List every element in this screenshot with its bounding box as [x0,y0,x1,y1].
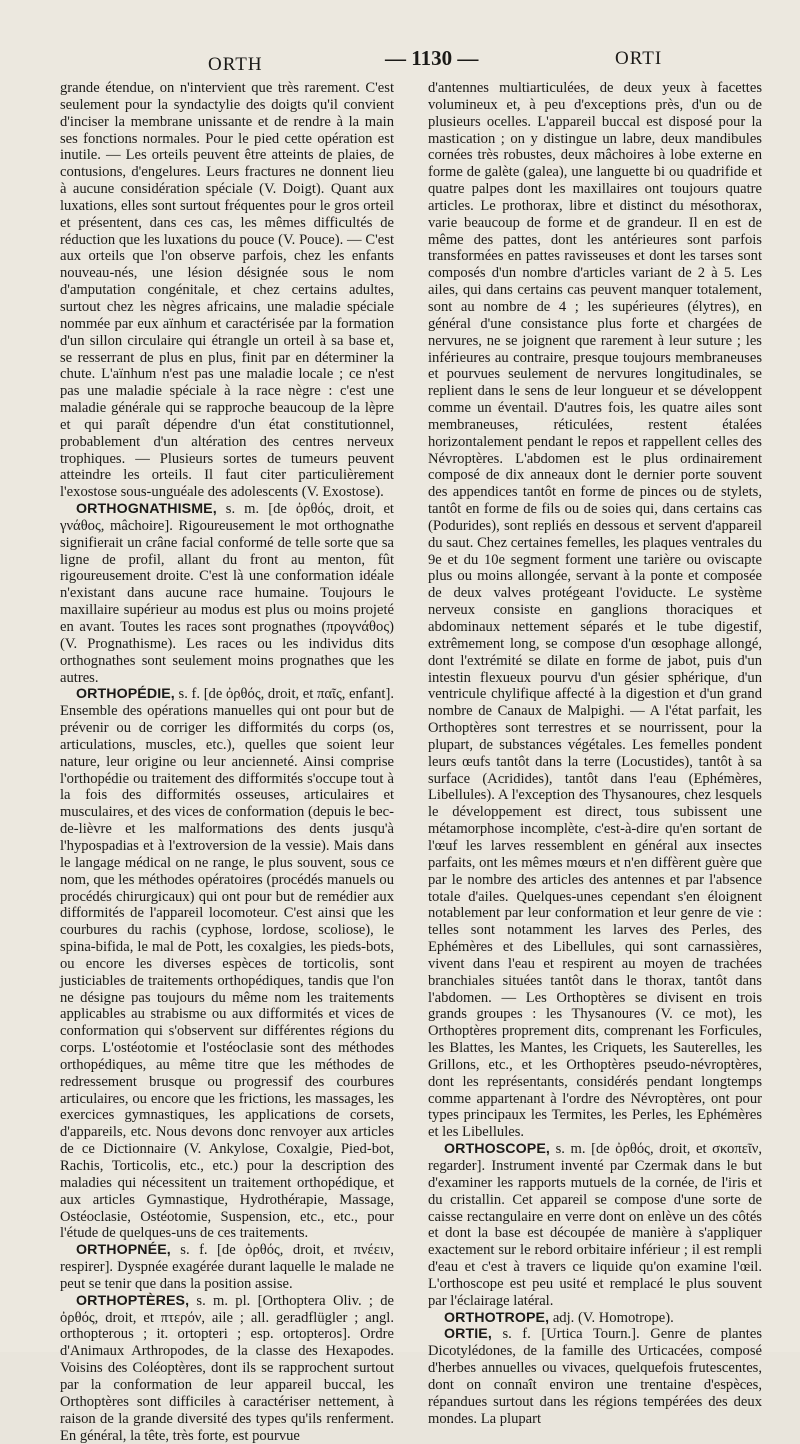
definition-orthoscope: s. m. [de ὀρθός, droit, et σκοπεῖν, regarder]. Instrument inventé par Czermak dans le but d'examiner les rapports mutuels de la cornée, de l'iris et du cristallin. Cet appareil se compose d'une sorte de caisse rectangulaire en verre dont on enlève un des côtés et dont la base est découpée de manière à s'appliquer exactement sur le rebord orbitaire inférieur ; il est rempli d'eau et c'est à travers ce liquide qu'on examine l'œil. L'orthoscope est peu usité et remplacé le plus souvent par l'éclairage latéral. [428,1141,762,1309]
headword-orthognathisme: ORTHOGNATHISME, [76,501,217,518]
headword-ortie: ORTIE, [444,1326,492,1343]
header-left-guideword: ORTH [208,54,263,75]
page-number: — 1130 — [385,46,479,70]
entry-orthopteres [60,1293,394,1444]
headword-orthopedie: ORTHOPÉDIE, [76,686,175,703]
page-header [60,42,760,75]
header-right-guideword: ORTI [615,48,663,69]
orthopteres-continuation: d'antennes multiarticulées, de deux yeux à facettes volumineux et, à peu d'exceptions près, d'un ou de plusieurs ocelles. L'appareil buccal est disposé pour la mastication ; on y distingue un labre, deux mandibules cornées très robustes, deux mâchoires à lobe externe en forme de galète (galea), une languette bi ou quadrifide et quatre palpes dont les maxillaires ont toujours quatre articles. Le prothorax, libre et distinct du mésothorax, varie beaucoup de forme et de grandeur. Il en est de même des pattes, dont les antérieures sont parfois transformées en pattes ravisseuses et dont les tarses sont composés d'un nombre d'articles variant de 2 à 5. Les ailes, qui dans certains cas peuvent manquer totalement, sont au nombre de 4 ; les supérieures (élytres), en général d'une consistance plus forte et chargées de nervures, ne se joignent que rarement à leur suture ; les inférieures au contraire, presque toujours membraneuses et pourvues seulement de nervures longitudinales, se replient dans le sens de leur longueur et se développent comme un éventail. D'autres fois, les quatre ailes sont membraneuses, réticulées, restent étalées horizontalement pendant le repos et rappellent celles des Névroptères. L'abdomen est le plus ordinairement composé de dix anneaux dont le dernier porte souvent des appendices tantôt en forme de pinces ou de stylets, tantôt en forme de fils ou de soies qui, dans certains cas (Podurides), sont repliés en dessous et servent d'appareil du saut. Chez certaines femelles, les plaques ventrales du 9e et du 10e segment forment une tarière ou oviscapte plus ou moins allongée, servant à la ponte et composée de deux valves protégeant l'oviducte. Le système nerveux consiste en ganglions thoraciques et abdominaux nettement séparés et le tube digestif, extrêmement long, se compose d'un œsophage allongé, dont l'extrémité se dilate en forme de jabot, puis d'un intestin flexueux pourvu d'un gésier sphérique, d'un ventricule chylifique affecté à la digestion et d'un grand nombre de Canaux de Malpighi. — A l'état parfait, les Orthoptères sont terrestres et se nourrissent, pour la plupart, de substances végétales. Les femelles pondent leurs œufs tantôt dans la terre (Locustides), tantôt à sa surface (Acridides), tantôt dans l'eau (Ephémères, Libellules). A l'exception des Thysanoures, chez lesquels le développement est direct, tous subissent une métamorphose incomplète, c'est-à-dire qu'en sortant de l'œuf les larves ressemblent en général aux insectes parfaits, ont les mêmes mœurs et n'en diffèrent guère que par le nombre des articles des antennes et par l'absence totale d'ailes. Quelques-unes cependant s'en éloignent notablement par leur conformation et leur genre de vie : telles sont notamment les larves des Perles, des Ephémères et des Libellules, qui sont carnassières, vivent dans l'eau et respirent au moyen de trachées branchiales situées tantôt dans le thorax, tantôt dans l'abdomen. — Les Orthoptères se divisent en trois grands groupes : les Thysanoures (V. ce mot), les Orthoptères proprement dits, comprenant les Forficules, les Blattes, les Mantes, les Criquets, les Sauterelles, les Grillons, etc., et les Orthoptères pseudo-névroptères, dont les représentants, considérés pendant longtemps comme appartenant à l'ordre des Névroptères, ont pour types principaux les Termites, les Perles, les Ephémères et les Libellules. [428,80,762,1141]
entry-orthopedie [60,686,394,1242]
left-column [60,80,394,1444]
entry-orthopnee [60,1242,394,1293]
definition-orthotrope: adj. (V. Homotrope). [552,1309,674,1326]
right-column [428,80,762,1427]
definition-orthognathisme: s. m. [de ὀρθός, droit, et γνάθος, mâchoire]. Rigoureusement le mot orthognathe signifierait un crâne facial conformé de telle sorte que sa ligne de profil, allant du front au menton, fût rigoureusement droite. C'est là une conformation idéale n'existant dans aucune race humaine. Toujours le maxillaire supérieur au modus est plus ou moins projeté en avant. Toutes les races sont prognathes (προγνάθος) (V. Prognathisme). Les races ou les individus dits orthognathes sont seulement moins prognathes que les autres. [60,501,394,686]
headword-orthoscope: ORTHOSCOPE, [444,1141,550,1158]
definition-orthopnee: s. f. [de ὀρθός, droit, et πνέειν, respirer]. Dyspnée exagérée durant laquelle le malade ne peut se tenir que dans la position assise. [60,1242,394,1292]
headword-orthopnee: ORTHOPNÉE, [76,1242,171,1259]
entry-orthoscope [428,1141,762,1309]
orteil-entry-continuation: grande étendue, on n'intervient que très rarement. C'est seulement pour la syndactylie des doigts qu'il convient d'inciser la membrane unissante et de rendre à la main ses fonctions normales. Pour le pied cette opération est inutile. — Les orteils peuvent être atteints de plaies, de contusions, d'engelures. Leurs fractures ne donnent lieu à aucune considération spéciale (V. Doigt). Quant aux luxations, elles sont surtout fréquentes pour le gros orteil et présentent, dans ces cas, les mêmes difficultés de réduction que les luxations du pouce (V. Pouce). — C'est aux orteils que l'on observe parfois, chez les enfants nouveau-nés, une lésion désignée sous le nom d'amputation congénitale, et chez certains adultes, surtout chez les nègres africains, une maladie spéciale nommée par eux aïnhum et caractérisée par la formation d'un sillon circulaire qui étrangle un orteil à sa base et, se resserrant de plus en plus, finit par en déterminer la chute. L'aïnhum n'est pas une maladie locale ; ce n'est pas une maladie spéciale à la race nègre : c'est une maladie générale qui se rapproche beaucoup de la lèpre et qui paraît dépendre d'un état constitutionnel, probablement d'un altération des centres nerveux trophiques. — Plusieurs sortes de tumeurs peuvent atteindre les orteils. Il faut citer particulièrement l'exostose sous-unguéale des adolescents (V. Exostose). [60,80,394,501]
entry-ortie [428,1326,762,1427]
entry-orthotrope [428,1310,762,1327]
definition-ortie: s. f. [Urtica Tourn.]. Genre de plantes Dicotylédones, de la famille des Urticacées, composé d'herbes annuelles ou vivaces, quelquefois frutescentes, dont on connaît environ une trentaine d'espèces, répandues surtout dans les régions tempérées des deux mondes. La plupart [428,1326,762,1427]
headword-orthopteres: ORTHOPTÈRES, [76,1292,190,1309]
definition-orthopteres: s. m. pl. [Orthoptera Oliv. ; de ὀρθός, droit, et πτερόν, aile ; all. geradflügler ; angl. orthopterous ; it. ortopteri ; esp. ortopteros]. Ordre d'Animaux Arthropodes, de la classe des Hexapodes. Voisins des Coléoptères, dont ils se rapprochent surtout par la conformation de leur appareil buccal, les Orthoptères sont difficiles à caractériser nettement, à raison de la grande diversité des types qu'ils renferment. En général, la tête, très forte, est pourvue [60,1292,394,1444]
headword-orthotrope: ORTHOTROPE, [444,1309,550,1326]
definition-orthopedie: s. f. [de ὀρθός, droit, et παῖς, enfant]. Ensemble des opérations manuelles qui ont pour but de prévenir ou de corriger les difformités du corps (os, articulations, muscles, etc.), quelles que soient leur nature, leur origine ou leur ancienneté. Ainsi comprise l'orthopédie ou traitement des difformités s'occupe tout à la fois des difformités osseuses, articulaires et musculaires, et des vices de conformation (depuis le bec-de-lièvre et les malformations des dents jusqu'à l'hypospadias et à l'extroversion de la vessie). Mais dans le langage médical on ne range, le plus souvent, sous ce nom, que les méthodes opératoires (procédés manuels ou procédés chirurgicaux) qui ont pour but de remédier aux difformités de l'appareil locomoteur. C'est ainsi que les courbures du rachis (cyphose, lordose, scoliose), le spina-bifida, le mal de Pott, les coxalgies, les pieds-bots, ou encore les diverses espèces de torticolis, sont justiciables de traitements orthopédiques, tandis que l'on ne désigne pas toujours du même nom les traitements applicables au strabisme ou aux difformités et vices de conformation qui s'observent sur différentes régions du corps. L'ostéotomie et l'ostéoclasie sont des méthodes orthopédiques, au même titre que les méthodes de redressement brusque ou progressif des courbures articulaires, ou encore que les frictions, les massages, les exercices gymnastiques, les applications de corsets, d'appareils, etc. Nous devons donc renvoyer aux articles de ce Dictionnaire (V. Ankylose, Coxalgie, Pied-bot, Rachis, Torticolis, etc., etc.) pour la description des maladies qui nécessitent un traitement orthopédique, et aux articles Gymnastique, Hydrothérapie, Massage, Ostéoclasie, Ostéotomie, Suspension, etc., etc., pour l'étude de quelques-uns de ces traitements. [60,686,394,1242]
entry-orthognathisme [60,501,394,686]
